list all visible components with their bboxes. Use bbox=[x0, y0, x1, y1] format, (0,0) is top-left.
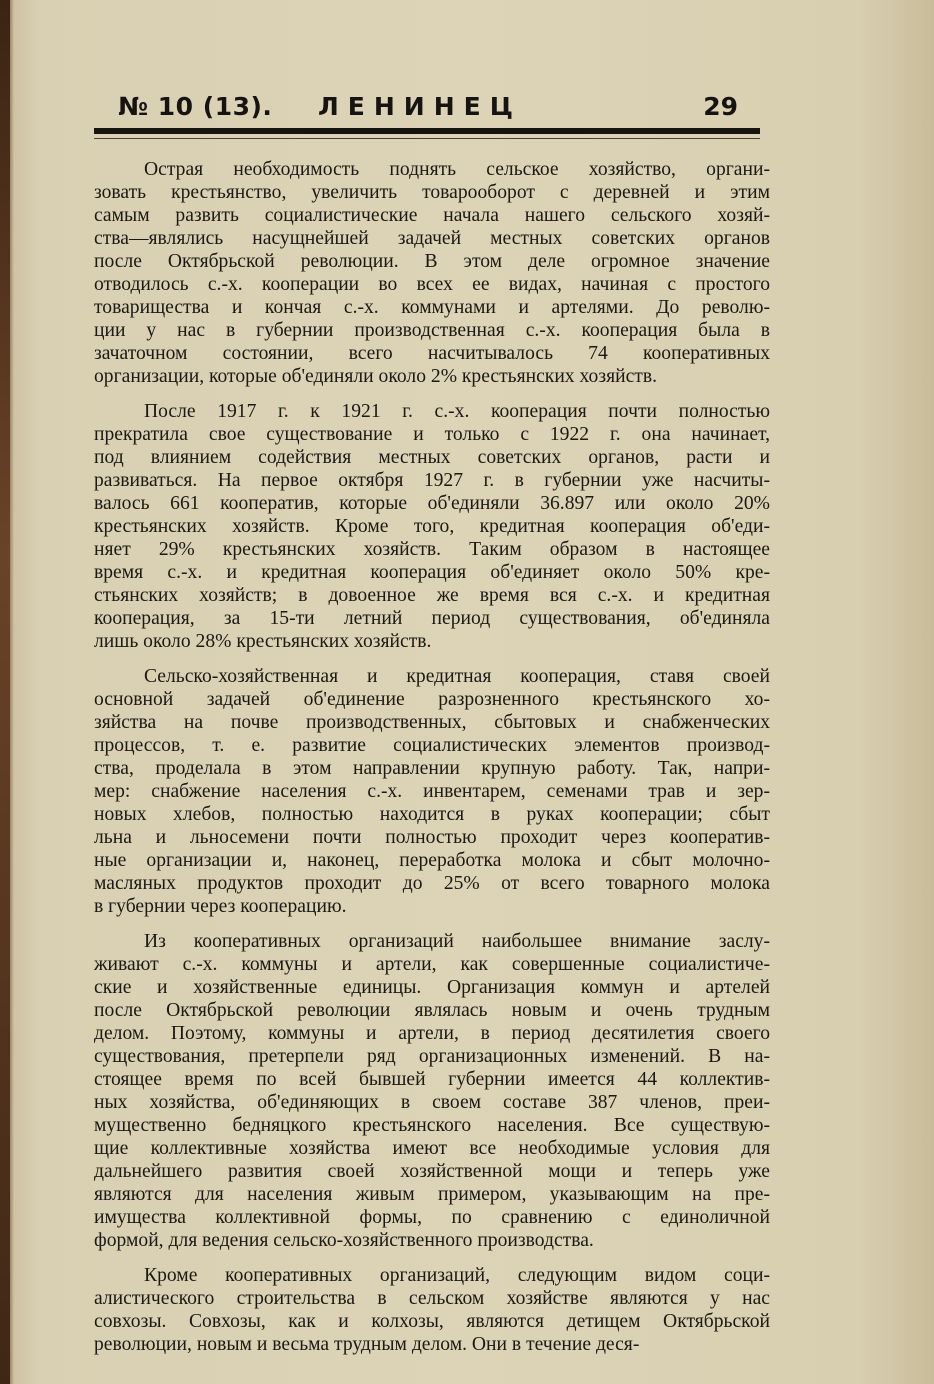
text-line: новых хлебов, полностью находится в руках кооперации; сбыт bbox=[94, 804, 770, 825]
text-line: стьянских хозяйств; в довоенное же время вся с.-х. и кредитная bbox=[94, 585, 770, 606]
text-line: товарищества и кончая с.-х. коммунами и артелями. До револю- bbox=[94, 297, 770, 318]
text-line: Из кооперативных организаций наибольшее внимание заслу- bbox=[144, 931, 770, 952]
text-line: являются для населения живым примером, указывающим на пре- bbox=[94, 1184, 770, 1205]
text-line: делом. Поэтому, коммуны и артели, в период десятилетия своего bbox=[94, 1023, 770, 1044]
text-line: зяйства на почве производственных, сбытовых и снабженческих bbox=[94, 712, 770, 733]
text-line: процессов, т. е. развитие социалистических элементов производ- bbox=[94, 735, 770, 756]
text-line: ства, проделала в этом направлении крупную работу. Так, напри- bbox=[94, 758, 770, 779]
text-line: щие коллективные хозяйства имеют все необходимые условия для bbox=[94, 1138, 770, 1159]
page-number: 29 bbox=[703, 92, 738, 121]
text-line: организации, которые об'единяли около 2% крестьянских хозяйств. bbox=[94, 366, 657, 387]
text-line: самым развить социалистические начала нашего сельского хозяй- bbox=[94, 205, 770, 226]
text-line: кооперация, за 15-ти летний период существования, об'единяла bbox=[94, 608, 770, 629]
text-line: ства—являлись насущнейшей задачей местных советских органов bbox=[94, 228, 770, 249]
article-body bbox=[94, 158, 770, 1368]
text-line: ские и хозяйственные единицы. Организация коммун и артелей bbox=[94, 977, 770, 998]
text-line: после Октябрьской революции являлась новым и очень трудным bbox=[94, 1000, 770, 1021]
text-line: Кроме кооперативных организаций, следующим видом соци- bbox=[144, 1265, 770, 1286]
text-line: стоящее время по всей бывшей губернии имеется 44 коллектив- bbox=[94, 1069, 770, 1090]
text-line: масляных продуктов проходит до 25% от всего товарного молока bbox=[94, 873, 770, 894]
header-rule-thin bbox=[94, 138, 760, 139]
text-line: няет 29% крестьянских хозяйств. Таким образом в настоящее bbox=[94, 539, 770, 560]
issue-number: № 10 (13). bbox=[118, 92, 273, 121]
text-line: основной задачей об'единение разрозненного крестьянского хо- bbox=[94, 689, 770, 710]
text-line: имущества коллективной формы, по сравнению с единоличной bbox=[94, 1207, 770, 1228]
text-line: алистического строительства в сельском хозяйстве являются у нас bbox=[94, 1288, 770, 1309]
text-line: мер: снабжение населения с.-х. инвентарем, семенами трав и зер- bbox=[94, 781, 770, 802]
text-line: развиваться. На первое октября 1927 г. в губернии уже насчиты- bbox=[94, 470, 770, 491]
text-line: революции, новым и весьма трудным делом. Они в течение деся- bbox=[94, 1334, 640, 1355]
text-line: валось 661 кооператив, которые об'единяли 36.897 или около 20% bbox=[94, 493, 770, 514]
text-line: мущественно бедняцкого крестьянского населения. Все существую- bbox=[94, 1115, 770, 1136]
text-line: после Октябрьской революции. В этом деле огромное значение bbox=[94, 251, 770, 272]
text-line: отводилось с.-х. кооперации во всех ее видах, начиная с простого bbox=[94, 274, 770, 295]
text-line: формой, для ведения сельско-хозяйственного производства. bbox=[94, 1230, 594, 1251]
text-line: ные организации и, наконец, переработка молока и сбыт молочно- bbox=[94, 850, 770, 871]
paragraph bbox=[94, 158, 770, 388]
text-line: зачаточном состоянии, всего насчитывалось 74 кооперативных bbox=[94, 343, 770, 364]
header-rule-thick bbox=[94, 128, 760, 134]
text-line: прекратила свое существование и только с 1922 г. она начинает, bbox=[94, 424, 770, 445]
paragraph bbox=[94, 665, 770, 918]
book-spine-edge bbox=[0, 0, 10, 1384]
paragraph bbox=[94, 400, 770, 653]
journal-title: ЛЕНИНЕЦ bbox=[318, 92, 522, 121]
text-line: зовать крестьянство, увеличить товарооборот с деревней и этим bbox=[94, 182, 770, 203]
text-line: живают с.-х. коммуны и артели, как совершенные социалистиче- bbox=[94, 954, 770, 975]
text-line: крестьянских хозяйств. Кроме того, кредитная кооперация об'еди- bbox=[94, 516, 770, 537]
text-line: под влиянием содействия местных советских органов, расти и bbox=[94, 447, 770, 468]
text-line: лишь около 28% крестьянских хозяйств. bbox=[94, 631, 432, 652]
paragraph bbox=[94, 1264, 770, 1356]
text-line: совхозы. Совхозы, как и колхозы, являются детищем Октябрьской bbox=[94, 1311, 770, 1332]
paragraph bbox=[94, 930, 770, 1252]
text-line: ции у нас в губернии производственная с.-х. кооперация была в bbox=[94, 320, 770, 341]
text-line: дальнейшего развития своей хозяйственной мощи и теперь уже bbox=[94, 1161, 770, 1182]
text-line: льна и льносемени почти полностью проходит через кооператив- bbox=[94, 827, 770, 848]
text-line: После 1917 г. к 1921 г. с.-х. кооперация почти полностью bbox=[144, 401, 770, 422]
text-line: Острая необходимость поднять сельское хозяйство, органи- bbox=[144, 159, 770, 180]
text-line: время с.-х. и кредитная кооперация об'единяет около 50% кре- bbox=[94, 562, 770, 583]
text-line: ных хозяйства, об'единяющих в своем составе 387 членов, преи- bbox=[94, 1092, 770, 1113]
text-line: Сельско-хозяйственная и кредитная кооперация, ставя своей bbox=[144, 666, 770, 687]
running-header bbox=[118, 92, 760, 128]
text-line: в губернии через кооперацию. bbox=[94, 896, 347, 917]
text-line: существования, претерпели ряд организационных изменений. В на- bbox=[94, 1046, 770, 1067]
